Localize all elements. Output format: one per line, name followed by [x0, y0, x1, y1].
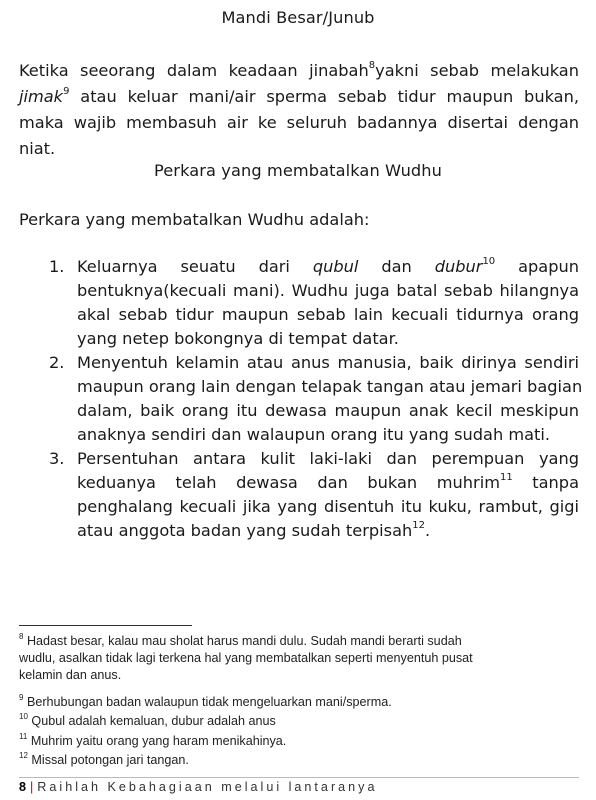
- section-heading-wudhu: Perkara yang membatalkan Wudhu: [153, 161, 443, 180]
- wudhu-cancel-list: [0, 255, 596, 543]
- list-item-body: [77, 447, 579, 543]
- footnote-number: 11: [19, 731, 28, 741]
- italic-term-jimak: jimak: [19, 87, 64, 106]
- footnote-text: Berhubungan badan walaupun tidak mengeluarkan mani/sperma.: [26, 695, 392, 709]
- list-line: [77, 255, 579, 279]
- list-item: [0, 351, 596, 447]
- footnote-text: Missal potongan jari tangan.: [31, 753, 189, 767]
- italic-term-dubur: dubur: [434, 257, 483, 276]
- list-line: [77, 519, 579, 543]
- paragraph-text: atau keluar mani/air sperma sebab tidur maupun bukan, maka wajib membasuh air ke seluruh badannya disertai dengan niat.: [19, 87, 579, 158]
- list-line: maupun orang lain dengan telapak tangan atau jemari bagian: [77, 377, 583, 396]
- page-footer: [19, 778, 377, 796]
- list-line: Persentuhan antara kulit laki-laki dan perempuan yang: [77, 449, 579, 468]
- footnote-8: [19, 633, 579, 684]
- list-text: Keluarnya seuatu dari: [77, 257, 313, 276]
- footnote-ref-10[interactable]: 10: [482, 255, 496, 267]
- list-item: [0, 255, 596, 351]
- list-text: keduanya telah dewasa dan bukan muhrim: [77, 473, 500, 492]
- footnote-text: Qubul adalah kemaluan, dubur adalah anus: [31, 714, 276, 728]
- footnote-number: 12: [19, 750, 28, 760]
- footnote-text: kelamin dan anus.: [19, 668, 122, 682]
- paragraph-text: yakni sebab melakukan: [375, 61, 579, 80]
- list-line: akal sebab tidur maupun sebab lain kecuali tidurnya orang: [77, 305, 579, 324]
- footnote-ref-11[interactable]: 11: [499, 471, 513, 483]
- paragraph-wudhu-intro: Perkara yang membatalkan Wudhu adalah:: [19, 210, 370, 229]
- italic-term-qubul: qubul: [312, 257, 359, 276]
- footnote-11: [19, 733, 579, 750]
- footnote-10: [19, 713, 579, 730]
- list-number: 3.: [49, 449, 65, 468]
- book-title: Raihlah Kebahagiaan melalui lantaranya: [37, 780, 378, 794]
- list-item: [0, 447, 596, 543]
- list-text: dan: [358, 257, 435, 276]
- footnote-9: [19, 694, 579, 711]
- footnote-ref-12[interactable]: 12: [412, 519, 425, 531]
- footnote-number: 8: [19, 631, 24, 641]
- list-line: anaknya sendiri dan walaupun orang itu yang sudah mati.: [77, 425, 551, 444]
- footnote-12: [19, 752, 579, 769]
- footer-separator: |: [30, 780, 34, 794]
- footnote-number: 9: [19, 692, 24, 702]
- footnote-text: Muhrim yaitu orang yang haram menikahinya.: [30, 734, 287, 748]
- list-text: tanpa: [512, 473, 579, 492]
- footnote-ref-9[interactable]: 9: [63, 85, 70, 97]
- list-text: apapun: [495, 257, 579, 276]
- paragraph-text: Ketika seeorang dalam keadaan jinabah: [19, 61, 369, 80]
- list-text: .: [425, 521, 431, 540]
- list-number: 2.: [49, 353, 65, 372]
- footnote-separator: [19, 625, 192, 626]
- list-item-body: [77, 351, 583, 447]
- list-line: penghalang kecuali jika yang disentuh itu kuku, rambut, gigi: [77, 497, 579, 516]
- list-line: bentuknya(kecuali mani). Wudhu juga batal sebab hilangnya: [77, 281, 579, 300]
- footnote-ref-8[interactable]: 8: [368, 59, 376, 71]
- list-line: [77, 471, 579, 495]
- list-line: Menyentuh kelamin atau anus manusia, baik dirinya sendiri: [77, 353, 579, 372]
- page-number: 8: [19, 780, 27, 794]
- list-number: 1.: [49, 257, 65, 276]
- footnote-text: wudlu, asalkan tidak lagi terkena hal yang membatalkan seperti menyentuh pusat: [19, 651, 473, 665]
- section-heading-mandi-besar: Mandi Besar/Junub: [221, 8, 375, 27]
- list-item-body: [77, 255, 579, 351]
- list-line: dalam, baik orang itu dewasa maupun anak kecil meskipun: [77, 401, 579, 420]
- footnote-number: 10: [19, 711, 28, 721]
- paragraph-jinabah: [19, 58, 579, 162]
- list-text: atau anggota badan yang sudah terpisah: [77, 521, 413, 540]
- list-line: yang netep bokongnya di tempat datar.: [77, 329, 399, 348]
- footnote-text: Hadast besar, kalau mau sholat harus mandi dulu. Sudah mandi berarti sudah: [26, 634, 462, 648]
